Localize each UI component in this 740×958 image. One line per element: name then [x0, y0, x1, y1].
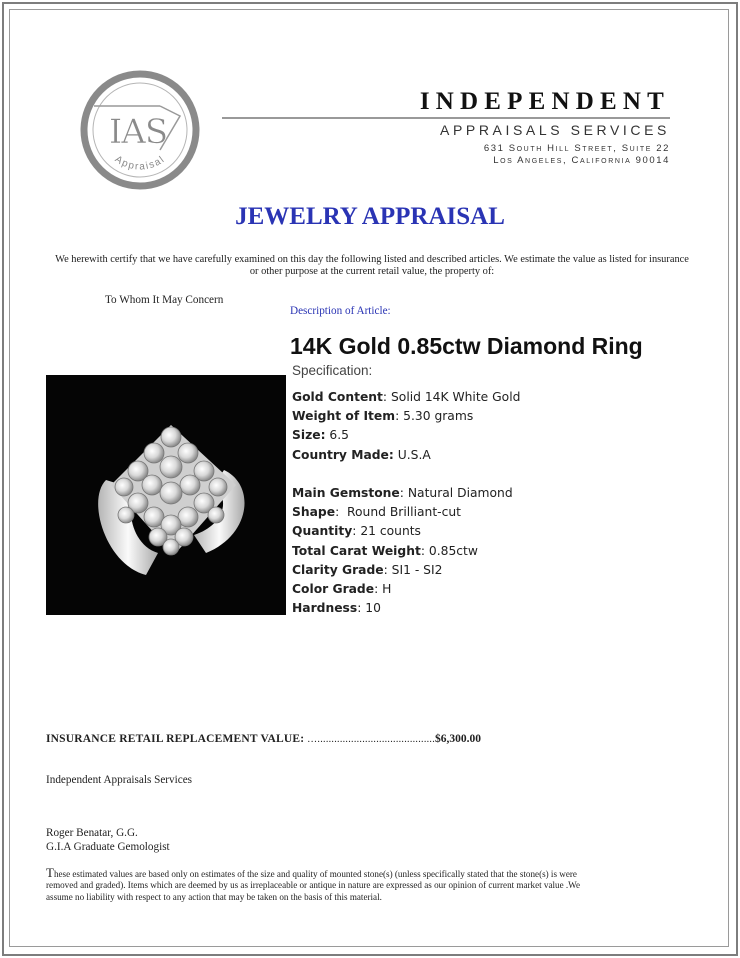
specification-label: Specification:	[292, 363, 373, 378]
spec-label: Color Grade	[292, 581, 375, 596]
logo-arc-text: Appraisal	[112, 153, 168, 173]
spec-row	[292, 426, 520, 445]
article-title: 14K Gold 0.85ctw Diamond Ring	[290, 333, 643, 359]
diamond-stone	[144, 443, 164, 463]
company-name: INDEPENDENT	[419, 88, 670, 115]
spec-value: H	[382, 581, 392, 596]
spec-label: Main Gemstone	[292, 485, 400, 500]
signer-title: G.I.A Graduate Gemologist	[46, 840, 170, 853]
address-line-2: Los Angeles, California 90014	[493, 155, 670, 166]
spec-label: Gold Content	[292, 390, 383, 404]
spec-row: Weight of Item: 5.30 grams	[292, 409, 474, 424]
spec-label: Total Carat Weight	[292, 543, 421, 558]
logo-monogram: IAS	[108, 112, 168, 152]
header-rule	[222, 117, 670, 119]
spec-row	[292, 446, 520, 465]
diamond-stone	[160, 456, 182, 478]
spec-row: Hardness: 10	[292, 601, 381, 616]
specification-list	[292, 388, 520, 618]
spec-label: Quantity	[292, 524, 353, 539]
document-title: JEWELRY APPRAISAL	[235, 203, 505, 230]
svg-text:Appraisal	[113, 154, 168, 173]
company-header	[222, 88, 670, 166]
disclaimer-text: hese estimated values are based only on estimates of the size and quality of mounted stone(s) (unless specifically stated that the stone(s) is were removed and graded). Items which are deemed by us as irreplaceable or antique in nature are expressed as our opinion of current market value .We assume no liability with respect to any action that may be taken on the basis of this material.	[46, 869, 581, 902]
company-subtitle: APPRAISALS SERVICES	[440, 122, 670, 138]
spec-label: Clarity Grade	[292, 562, 384, 577]
diamond-stone	[115, 478, 133, 496]
spec-spacer	[292, 465, 520, 484]
spec-row: Main Gemstone: Natural Diamond	[292, 485, 513, 500]
signer-name: Roger Benatar, G.G.	[46, 827, 138, 839]
address-line-1: 631 South Hill Street, Suite 22	[483, 143, 670, 154]
spec-value: U.S.A	[397, 447, 431, 462]
spec-label: Hardness	[292, 601, 358, 616]
spec-value: Round Brilliant-cut	[347, 505, 461, 520]
diamond-stone	[209, 478, 227, 496]
spec-value: 6.5	[329, 428, 349, 443]
certification-text: We herewith certify that we have carefully examined on this day the following listed and described articles. We estimate the value as listed for insurance or other purpose at the current retail value, the property of:	[55, 254, 689, 277]
diamond-stone	[208, 507, 224, 523]
insurance-value-amount: $6,300.00	[435, 733, 482, 745]
spec-value: 5.30 grams	[403, 409, 474, 424]
spec-label: Weight of Item	[292, 409, 396, 424]
spec-value: Natural Diamond	[407, 485, 513, 500]
spec-value: 10	[365, 601, 381, 616]
spec-row: Total Carat Weight: 0.85ctw	[292, 543, 478, 558]
description-label: Description of Article:	[290, 305, 391, 317]
ring-photo	[46, 375, 286, 615]
disclaimer	[46, 867, 606, 903]
spec-label: Country Made:	[292, 447, 394, 462]
recipient: To Whom It May Concern	[105, 294, 224, 306]
disclaimer-initial: T	[46, 865, 54, 880]
insurance-value-line	[46, 733, 481, 745]
ias-logo	[80, 70, 200, 190]
spec-value: Solid 14K White Gold	[390, 390, 521, 404]
diamond-ring-illustration	[46, 375, 286, 615]
signature-company: Independent Appraisals Services	[46, 774, 193, 786]
spec-label: Shape	[292, 505, 336, 520]
diamond-stone	[163, 539, 179, 555]
diamond-stone	[180, 475, 200, 495]
spec-row: Shape: Round Brilliant-cut	[292, 505, 461, 520]
diamond-stone	[142, 475, 162, 495]
spec-value: 0.85ctw	[428, 543, 478, 558]
diamond-stone	[161, 427, 181, 447]
spec-row: Gold Content: Solid 14K White Gold	[292, 390, 521, 404]
spec-row: Clarity Grade: SI1 - SI2	[292, 562, 443, 577]
spec-row: Quantity: 21 counts	[292, 524, 421, 539]
spec-value: 21 counts	[360, 524, 421, 539]
spec-value: SI1 - SI2	[391, 562, 443, 577]
insurance-value-label: INSURANCE RETAIL REPLACEMENT VALUE:	[46, 733, 305, 745]
diamond-stone	[118, 507, 134, 523]
value-leader-dots: …..........................................	[307, 734, 436, 745]
spec-row: Color Grade: H	[292, 581, 392, 596]
diamond-stone	[160, 482, 182, 504]
signer-block	[46, 827, 170, 854]
spec-label: Size:	[292, 428, 326, 443]
diamond-stone	[178, 443, 198, 463]
